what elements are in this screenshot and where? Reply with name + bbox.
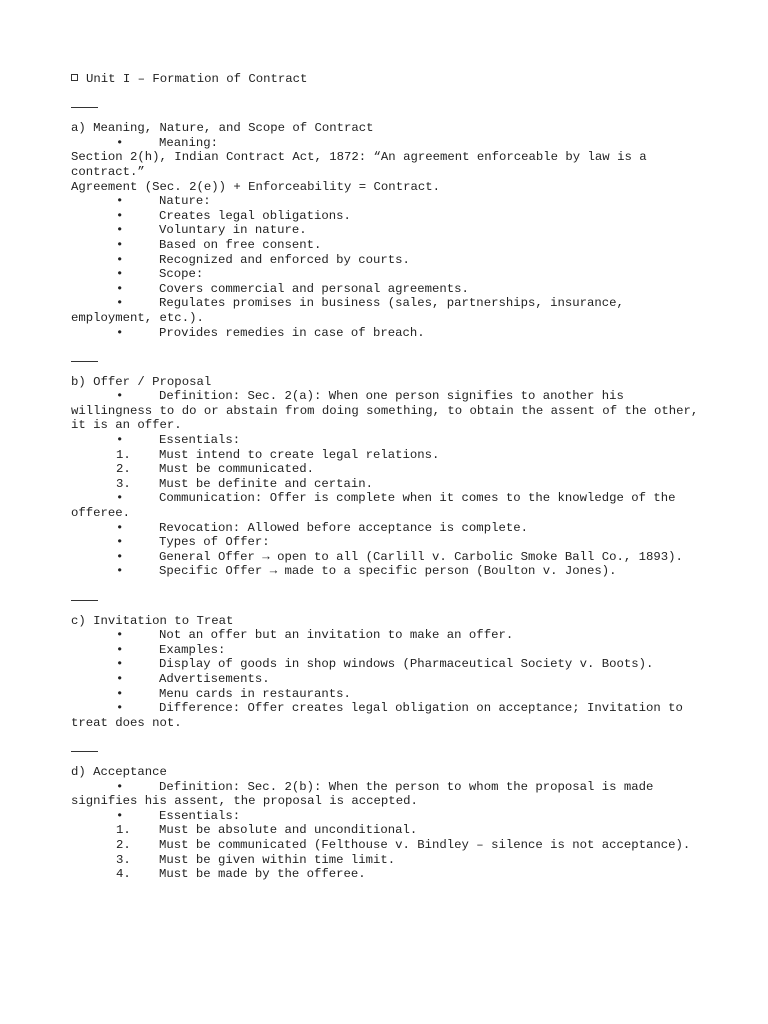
list-item — [71, 433, 711, 448]
list-item-text: Difference: Offer creates legal obligation on acceptance; Invitation to treat does not. — [71, 701, 691, 730]
number-marker: 1. — [116, 823, 131, 838]
section-heading-d: d) Acceptance — [71, 764, 167, 779]
list-item-text: Revocation: Allowed before acceptance is complete. — [159, 520, 528, 535]
numbered-item — [71, 477, 711, 492]
square-bullet-icon — [71, 74, 78, 81]
list-item-text: Menu cards in restaurants. — [159, 686, 351, 701]
numbered-item — [71, 853, 711, 868]
list-item-text: Types of Offer: — [159, 535, 270, 550]
bullet-marker: • — [116, 389, 124, 404]
section-divider — [71, 107, 98, 108]
list-item — [71, 809, 711, 824]
numbered-item — [71, 867, 711, 882]
list-item — [71, 491, 711, 520]
bullet-marker: • — [116, 252, 124, 267]
bullet-marker: • — [116, 237, 124, 252]
bullet-marker: • — [116, 520, 124, 535]
section-divider — [71, 600, 98, 601]
document-page — [71, 72, 711, 882]
bullet-marker: • — [116, 808, 124, 823]
list-item — [71, 701, 711, 730]
bullet-marker: • — [116, 686, 124, 701]
list-item — [71, 296, 711, 325]
list-item — [71, 564, 711, 579]
bullet-marker: • — [116, 491, 124, 506]
bullet-marker: • — [116, 549, 124, 564]
title-text: Unit I – Formation of Contract — [86, 72, 308, 86]
list-item — [71, 223, 711, 238]
list-item-text: Regulates promises in business (sales, partnerships, insurance, employment, etc.). — [71, 296, 632, 325]
number-marker: 3. — [116, 476, 131, 491]
number-marker: 4. — [116, 867, 131, 882]
list-item — [71, 389, 711, 433]
list-item-text: Must be absolute and unconditional. — [159, 823, 418, 838]
list-item-text: Nature: — [159, 194, 211, 209]
list-item — [71, 253, 711, 268]
bullet-marker: • — [116, 325, 124, 340]
list-item-text: Communication: Offer is complete when it comes to the knowledge of the offeree. — [71, 491, 683, 521]
list-item-text: Display of goods in shop windows (Pharmaceutical Society v. Boots). — [159, 657, 654, 672]
numbered-item — [71, 823, 711, 838]
bullet-marker: • — [116, 564, 124, 579]
list-item — [71, 326, 711, 341]
section-divider — [71, 751, 98, 752]
bullet-marker: • — [116, 194, 124, 209]
bullet-marker: • — [116, 208, 124, 223]
list-item-text: Essentials: — [159, 808, 241, 823]
list-item — [71, 282, 711, 297]
list-item-text: General Offer → open to all (Carlill v. Carbolic Smoke Ball Co., 1893). — [159, 549, 683, 564]
document-title — [71, 72, 711, 87]
bullet-marker: • — [116, 642, 124, 657]
list-item — [71, 535, 711, 550]
bullet-marker: • — [116, 779, 124, 794]
list-item-text: Covers commercial and personal agreements. — [159, 281, 469, 296]
bullet-marker: • — [116, 296, 124, 311]
bullet-marker: • — [116, 223, 124, 238]
bullet-marker: • — [116, 628, 124, 643]
list-item-text: Examples: — [159, 642, 226, 657]
list-item-text: Not an offer but an invitation to make an offer. — [159, 628, 514, 643]
number-marker: 1. — [116, 447, 131, 462]
list-item-text: Must be communicated. — [159, 462, 314, 477]
list-item — [71, 687, 711, 702]
list-item-text: Must be communicated (Felthouse v. Bindley – silence is not acceptance). — [159, 837, 691, 852]
bullet-marker: • — [116, 267, 124, 282]
list-item — [71, 628, 711, 643]
list-item — [71, 136, 711, 151]
list-item-text: Based on free consent. — [159, 237, 322, 252]
list-item — [71, 194, 711, 209]
list-item — [71, 209, 711, 224]
number-marker: 2. — [116, 837, 131, 852]
bullet-marker: • — [116, 281, 124, 296]
bullet-marker: • — [116, 701, 124, 716]
list-item-text: Advertisements. — [159, 671, 270, 686]
list-item-text: Scope: — [159, 267, 204, 282]
list-item — [71, 672, 711, 687]
bullet-marker: • — [116, 135, 124, 150]
list-item — [71, 550, 711, 565]
list-item — [71, 238, 711, 253]
bullet-marker: • — [116, 671, 124, 686]
list-item-text: Creates legal obligations. — [159, 208, 351, 223]
meaning-text-1: Section 2(h), Indian Contract Act, 1872: “An agreement enforceable by law is a contract.” — [71, 150, 654, 179]
list-item-text: Provides remedies in case of breach. — [159, 325, 425, 340]
bullet-marker: • — [116, 657, 124, 672]
list-item-text: Must be given within time limit. — [159, 852, 396, 867]
list-item-text: Voluntary in nature. — [159, 223, 307, 238]
list-item-text: Must be definite and certain. — [159, 476, 374, 491]
meaning-text-2: Agreement (Sec. 2(e)) + Enforceability = Contract. — [71, 179, 440, 194]
list-item — [71, 521, 711, 536]
section-heading-c: c) Invitation to Treat — [71, 613, 234, 628]
number-marker: 3. — [116, 852, 131, 867]
list-item-text: Recognized and enforced by courts. — [159, 252, 410, 267]
list-item-text: Definition: Sec. 2(a): When one person signifies to another his willingness to do or abstain from doing something, to obtain the assent of the other, it is an offer. — [71, 389, 706, 433]
list-item — [71, 643, 711, 658]
list-item-text: Definition: Sec. 2(b): When the person to whom the proposal is made signifies his assent, the proposal is accepted. — [71, 779, 661, 809]
list-item — [71, 267, 711, 282]
numbered-item — [71, 448, 711, 463]
list-item — [71, 780, 711, 809]
meaning-label: Meaning: — [159, 135, 219, 150]
list-item — [71, 657, 711, 672]
number-marker: 2. — [116, 462, 131, 477]
list-item-text: Specific Offer → made to a specific person (Boulton v. Jones). — [159, 564, 617, 579]
section-heading-a: a) Meaning, Nature, and Scope of Contract — [71, 121, 374, 136]
section-divider — [71, 361, 98, 362]
bullet-marker: • — [116, 535, 124, 550]
numbered-item — [71, 838, 711, 853]
list-item-text: Essentials: — [159, 433, 241, 448]
list-item-text: Must be made by the offeree. — [159, 867, 366, 882]
bullet-marker: • — [116, 433, 124, 448]
numbered-item — [71, 462, 711, 477]
section-heading-b: b) Offer / Proposal — [71, 374, 212, 389]
list-item-text: Must intend to create legal relations. — [159, 447, 440, 462]
